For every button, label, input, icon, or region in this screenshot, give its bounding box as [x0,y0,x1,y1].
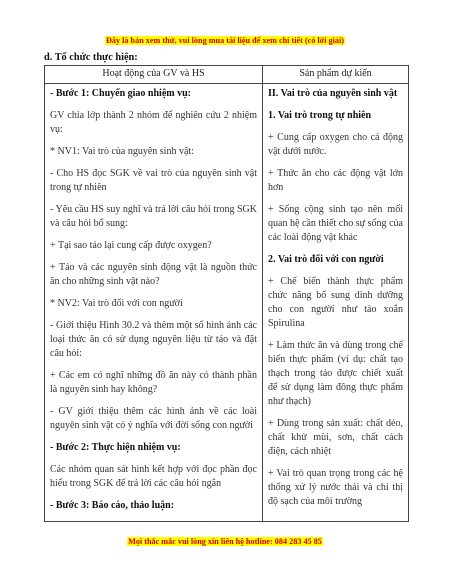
step-heading: - Bước 2: Thực hiện nhiệm vụ: [50,442,181,453]
step-heading: - Bước 3: Báo cáo, thảo luận: [50,500,175,511]
paragraph: - Cho HS đọc SGK về vai trò của nguyên sinh vật trong tự nhiên [50,168,257,193]
section-title: d. Tổ chức thực hiện: [44,52,138,63]
paragraph: + Cung cấp oxygen cho cá động vật dưới nước. [268,132,403,157]
paragraph: Các nhóm quan sát hình kết hợp với đọc phần đọc hiểu trong SGK để trả lời các câu hỏi ngắn [50,464,257,489]
hotline-text: Mọi thắc mắc vui lòng xin liên hệ hotline: 084 283 45 85 [128,537,322,546]
paragraph: + Sống cộng sinh tạo nên mối quan hệ cần thiết cho sự sống của các loài động vật khác [268,204,403,243]
activities-cell [45,84,263,522]
preview-banner [0,30,450,48]
paragraph: GV chia lớp thành 2 nhóm để nghiên cứu 2 nhiệm vụ: [50,110,257,135]
subsection-heading: 2. Vai trò đối với con người [268,254,384,265]
table-header-row [45,66,409,84]
paragraph: + Các em có nghĩ những đồ ăn này có thành phần là nguyên sinh hay không? [50,370,257,395]
expected-products-cell [263,84,409,522]
paragraph: + Tại sao tảo lại cung cấp được oxygen? [50,240,212,251]
header-activities: Hoạt động của GV và HS [45,66,263,84]
paragraph: + Làm thức ăn và dùng trong chế biến thực phẩm (ví dụ: chất tạo thạch trong tảo được chiết xuất để sử dụng làm đông thực phẩm như thạch) [268,340,403,407]
preview-banner-text: Đây là bản xem thử, vui lòng mua tài liệu để xem chi tiết (có lời giải) [105,36,344,45]
section-heading: II. Vai trò của nguyên sinh vật [268,88,398,99]
paragraph: + Thức ăn cho các động vật lớn hơn [268,168,403,193]
paragraph: + Dùng trong sản xuất: chất dẻo, chất khử mùi, sơn, chất cách điện, cách nhiệt [268,418,403,457]
header-expected-products: Sản phẩm dự kiến [263,66,409,84]
table-body-row [45,84,409,522]
paragraph: * NV2: Vai trò đối với con người [50,298,183,309]
subsection-heading: 1. Vai trò trong tự nhiên [268,110,372,121]
hotline-footer [0,531,450,549]
paragraph: * NV1: Vai trò của nguyên sinh vật: [50,146,194,157]
step-heading: - Bước 1: Chuyển giao nhiệm vụ: [50,88,191,99]
paragraph: - GV giới thiệu thêm các hình ảnh về các loài nguyên sinh vật có ý nghĩa với đời sống con người [50,406,257,431]
paragraph: - Yêu cầu HS suy nghĩ và trả lời câu hỏi trong SGK và câu hỏi bổ sung: [50,204,257,229]
paragraph: - Giới thiệu Hình 30.2 và thêm một số hình ảnh các loại thức ăn có sử dụng nguyên liệu từ tảo và đặt câu hỏi: [50,320,257,359]
activity-table [44,65,409,522]
paragraph: + Tảo và các nguyên sinh động vật là nguồn thức ăn cho những sinh vật nào? [50,262,257,287]
paragraph: + Vai trò quan trọng trong các hệ thống xử lý nước thải và chỉ thị độ sạch của môi trường [268,468,403,507]
paragraph: + Chế biến thành thực phẩm chức năng bổ sung dinh dưỡng cho con người như tảo xoắn Spirulina [268,276,403,329]
